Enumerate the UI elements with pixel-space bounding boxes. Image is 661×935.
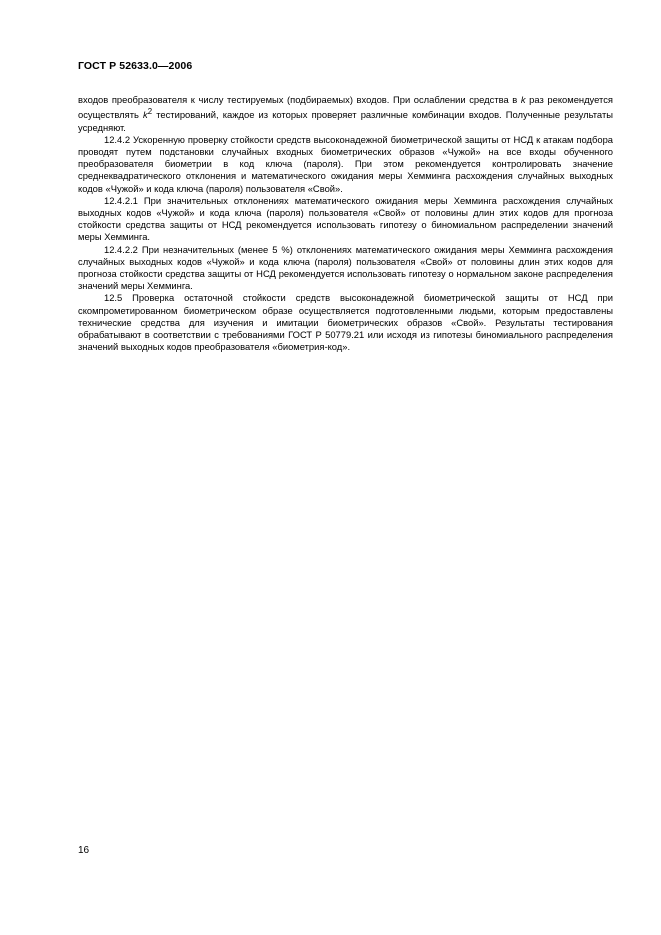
paragraph-continuation [78,94,613,134]
paragraph-12-4-2: 12.4.2 Ускоренную проверку стойкости средств высоконадежной биометрической защиты от НСД к атакам подбора проводят путем подстановки случайных входных биометрических образов «Чужой» на все входы обученного преобразователя биометрии в код ключа (пароля). При этом рекомендуется контролировать значение среднеквадратического отклонения и математического ожидания меры Хемминга расхождения случайных выходных кодов «Чужой» и кода ключа (пароля) пользователя «Свой». [78,133,613,194]
document-body [78,94,613,353]
variable-k-squared: k [143,109,148,121]
exponent: 2 [147,107,153,117]
document-header: ГОСТ Р 52633.0—2006 [78,60,193,72]
variable-k: k [520,94,526,105]
paragraph-12-4-2-2: 12.4.2.2 При незначительных (менее 5 %) отклонениях математического ожидания меры Хемминга расхождения случайных выходных кодов «Чужой» и кода ключа (пароля) пользователя «Свой» от половины длин этих кодов для прогноза стойкости средства защиты от НСД рекомендуется использовать гипотезу о нормальном законе распределения значений меры Хемминга. [78,243,613,292]
text-segment: раз рекомендуется осуществлять [78,94,613,121]
page-number: 16 [78,845,90,856]
text-segment: тестирований, каждое из которых проверяет различные комбинации входов. Полученные результаты усредняют. [78,109,613,133]
text-segment: входов преобразователя к числу тестируемых (подбираемых) входов. При ослаблении средства в [78,94,521,105]
paragraph-12-4-2-1: 12.4.2.1 При значительных отклонениях математического ожидания меры Хемминга расхождения случайных выходных кодов «Чужой» и кода ключа (пароля) пользователя «Свой» от половины длин этих кодов для прогноза стойкости средства защиты от НСД рекомендуется использовать гипотезу о биномиальном распределении значений меры Хемминга. [78,194,613,243]
paragraph-12-5: 12.5 Проверка остаточной стойкости средств высоконадежной биометрической защиты от НСД при скомпрометированном биометрическом образе осуществляется подготовленными людьми, которым предоставлены технические средства для изучения и имитации биометрических образов «Свой». Результаты тестирования обрабатывают в соответствии с требованиями ГОСТ Р 50779.21 или исходя из гипотезы биномиального распределения значений выходных кодов преобразователя «биометрия-код». [78,292,613,353]
